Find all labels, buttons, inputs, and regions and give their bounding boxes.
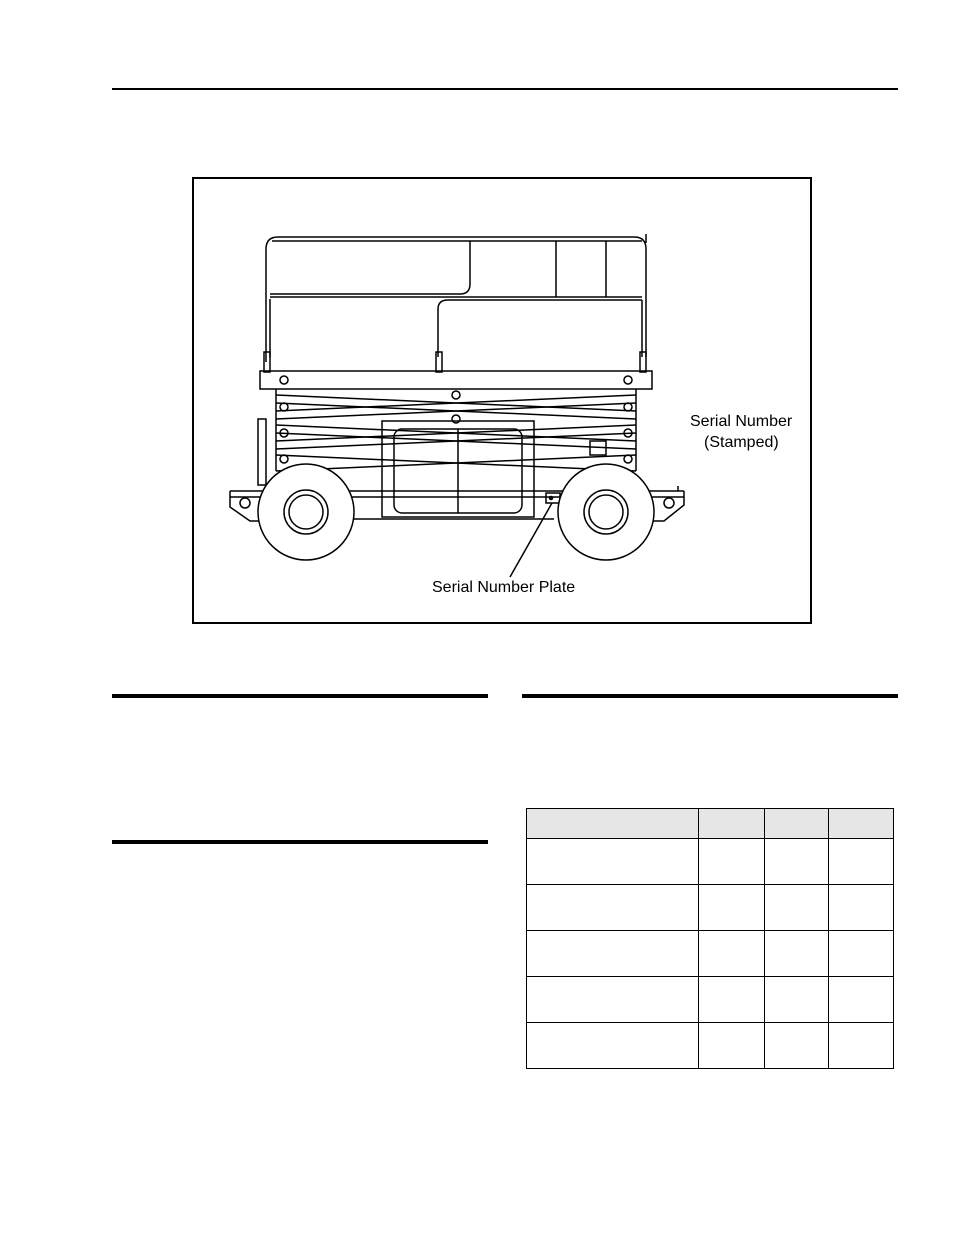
table-cell xyxy=(699,1023,765,1069)
table-header-cell xyxy=(829,809,894,839)
spec-table xyxy=(526,808,894,1069)
table-header-row xyxy=(527,809,894,839)
table-header-cell xyxy=(527,809,699,839)
table-cell xyxy=(699,977,765,1023)
table-row xyxy=(527,1023,894,1069)
scissor-lift-illustration xyxy=(194,179,810,622)
section-rule-left-bottom xyxy=(112,840,488,844)
table-cell xyxy=(765,931,829,977)
table-cell xyxy=(527,1023,699,1069)
table-row xyxy=(527,931,894,977)
table-cell xyxy=(765,977,829,1023)
table-row xyxy=(527,885,894,931)
table-cell xyxy=(527,839,699,885)
section-rule-right-top xyxy=(522,694,898,698)
table-cell xyxy=(829,885,894,931)
table-cell xyxy=(765,839,829,885)
table-cell xyxy=(527,931,699,977)
table-cell xyxy=(829,1023,894,1069)
table-cell xyxy=(829,977,894,1023)
table-cell xyxy=(699,839,765,885)
table-row xyxy=(527,977,894,1023)
table-cell xyxy=(829,931,894,977)
table-cell xyxy=(699,931,765,977)
table-header-cell xyxy=(699,809,765,839)
table-row xyxy=(527,839,894,885)
section-rule-left-top xyxy=(112,694,488,698)
table-cell xyxy=(765,885,829,931)
table-header-cell xyxy=(765,809,829,839)
table-cell xyxy=(527,885,699,931)
header-rule xyxy=(112,88,898,90)
callout-stamped: (Stamped) xyxy=(704,434,779,451)
table-cell xyxy=(829,839,894,885)
table-cell xyxy=(527,977,699,1023)
table-cell xyxy=(699,885,765,931)
callout-serial-number: Serial Number xyxy=(690,413,793,430)
callout-serial-plate: Serial Number Plate xyxy=(432,579,576,596)
table-cell xyxy=(765,1023,829,1069)
figure-frame xyxy=(192,177,812,624)
